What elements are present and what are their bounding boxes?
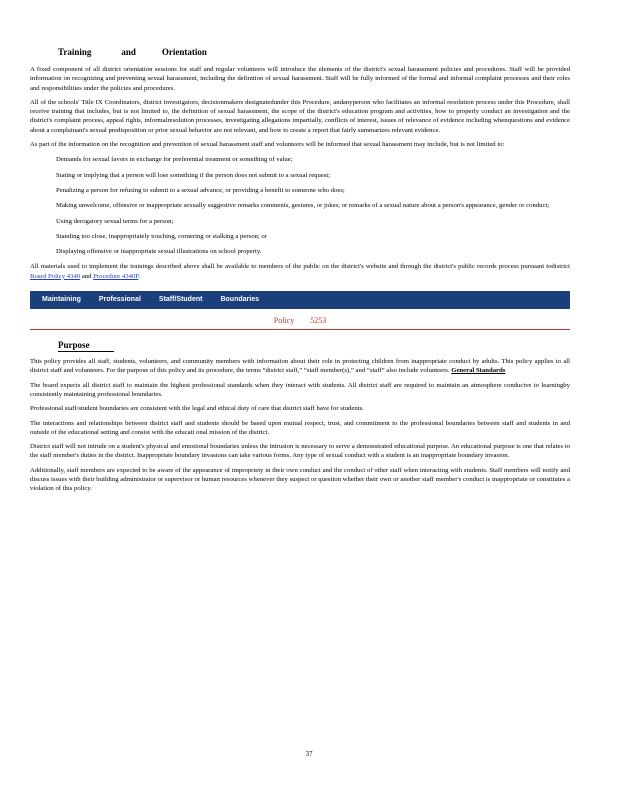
training-paragraph-2: All of the schools' Title IX Coordinators, district investigators, decisionmakers designatedunder this Procedure, andanyperson who facilitates an informal resolution process under this Procedure, shall receive training that includes, but is not limited to, the definition of sexual harassment, the scope of the district's education program and activities, how to properly conduct an investigation and the district's complaint process, appeal rights, informalresolution processes, investigating allegations impartially, conflicts of interest, issues of relevance of evidence including whenquestions and evidence about a complainant's sexual predisposition or prior sexual behavior are not relevant, and how to create a report that fairly summarizes relevant evidence.: [30, 98, 570, 134]
training-paragraph-3: As part of the information on the recognition and prevention of sexual harassment staff and volunteers will be informed that sexual harassment may include, but is not limited to:: [30, 141, 505, 149]
training-materials-paragraph: All materials used to implement the trainings described above shall be available to members of the public on the district's website and through the district's public records process pursuant todistrict Board Policy 4340 and Procedure 4340P.: [30, 263, 570, 280]
training-paragraph-1: A fixed component of all district orientation sessions for staff and regular volunteers will introduce the elements of the district's sexual harassment policies and procedures. Staff will be provided information on recognizing and preventing sexual harassment, including the definition of sexual harassment. Staff will be fully informed of the formal and informal complaint processes and their roles and responsibilities under the policies and procedures.: [30, 66, 570, 92]
policy-label: Policy: [273, 316, 295, 326]
policy-number: 5253: [310, 316, 327, 326]
list-item: Stating or implying that a person will lose something if the person does not submit to a sexual request;: [56, 171, 331, 179]
page-content: [30, 46, 570, 499]
heading-word-training: Training: [58, 47, 92, 57]
general-standards-heading: General Standards: [451, 367, 506, 375]
purpose-paragraph-4: The interactions and relationships between district staff and students should be based upon mutual respect, trust, and commitment to the professional boundaries between staff and students in and outside of the educational setting and consist with the educati onal mission of the district.: [30, 419, 570, 436]
harassment-examples-list: [30, 155, 570, 256]
list-item: Demands for sexual favors in exchange for preferential treatment or something of value;: [56, 156, 293, 164]
purpose-heading: Purpose: [58, 339, 570, 352]
board-policy-link[interactable]: Board Policy 4340: [30, 272, 81, 280]
heading-word-and: and: [121, 47, 136, 57]
heading-word-orientation: Orientation: [161, 47, 207, 57]
list-item: Making unwelcome, offensive or inappropriate sexually suggestive remarks comments, gestures, or jokes; or remarks of a sexual nature about a person's appearance, gender or conduct;: [56, 202, 550, 210]
training-heading: [58, 46, 570, 58]
purpose-paragraph-3: Professional staff/student boundaries are consistent with the legal and ethical duty of care that district staff have for students.: [30, 405, 364, 413]
purpose-paragraph-2: The board expects all district staff to maintain the highest professional standards when they interact with students. All district staff are required to maintain an atmosphere conducive to learningby consistently maintaining professional boundaries.: [30, 381, 570, 398]
section-banner: Maintaining Professional Staff/Student Boundaries: [30, 291, 570, 309]
purpose-paragraph-6: Additionally, staff members are expected to be aware of the appearance of impropriety in their own conduct and the conduct of other staff when interacting with students. Staff members will notify and discuss issues with their building administrator or supervisor or human resources whenever they suspect or question whether their own or another staff member's conduct is inappropriate or constitutes a violation of this policy.: [30, 466, 570, 493]
purpose-paragraph-5: District staff will not intrude on a student's physical and emotional boundaries unless the intrusion is necessary to serve a demonstrated educational purpose. An educational purpose is one that relates to the staff member's duties in the district. Inappropriate boundary invasions can take various forms. Any type of sexual conduct with a student is an inappropriate boundary invasion.: [30, 443, 570, 460]
list-item: Penalizing a person for refusing to submit to a sexual advance, or providing a benefit to someone who does;: [56, 186, 345, 194]
page-number: 37: [305, 750, 313, 758]
policy-divider: [30, 329, 570, 330]
list-item: Using derogatory sexual terms for a person;: [56, 217, 174, 225]
procedure-link[interactable]: Procedure 4340P: [93, 272, 139, 280]
purpose-paragraph-1: This policy provides all staff, students, volunteers, and community members with information about their role in protecting children from inappropriate conduct by adults. This policy applies to all district staff and volunteers. For the purpose of this policy and its procedure, the terms “district staff,” “staff member(s),” and “staff” also include volunteers. General Standards: [30, 358, 570, 375]
policy-title: [30, 315, 570, 327]
list-item: Standing too close, inappropriately touching, cornering or stalking a person; or: [56, 232, 267, 240]
list-item: Displaying offensive or inappropriate sexual illustrations on school property.: [56, 248, 262, 256]
